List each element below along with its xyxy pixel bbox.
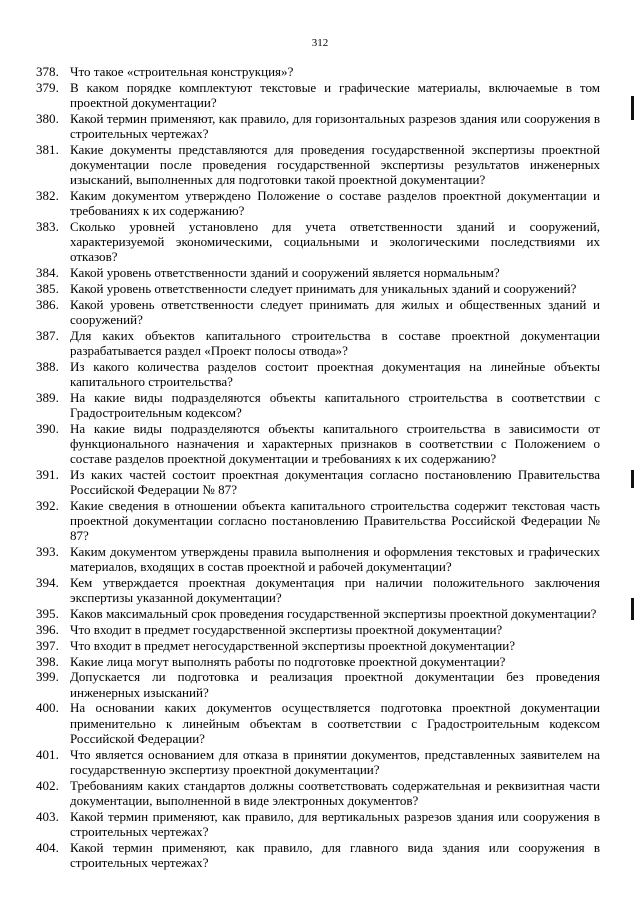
- question-text: Что входит в предмет негосударственной экспертизы проектной документации?: [70, 637, 516, 653]
- question-item: [36, 669, 600, 699]
- question-number: 382.: [36, 188, 59, 203]
- question-number: 390.: [36, 420, 59, 436]
- question-text: Каким документом утверждено Положение о составе разделов проектной документации и требованиях к их содержанию?: [70, 188, 600, 219]
- question-number: 384.: [36, 265, 59, 281]
- question-text: На основании каких документов осуществляется подготовка проектной документации применительно к линейным объектам в соответствии с Градостроительным кодексом Российской Федерации?: [70, 700, 600, 746]
- question-item: [36, 622, 600, 637]
- question-item: [36, 219, 600, 265]
- scan-edge-mark: [631, 470, 634, 488]
- question-number: 399.: [36, 669, 59, 685]
- page-number: 312: [311, 37, 329, 49]
- question-text: Какой термин применяют, как правило, для вертикальных разрезов здания или сооружения в строительных чертежах?: [70, 808, 600, 839]
- question-item: [36, 606, 600, 621]
- question-text: Какой уровень ответственности следует принимать для жилых и общественных зданий и сооружений?: [70, 296, 600, 327]
- question-number: 392.: [36, 498, 59, 513]
- question-item: [36, 142, 600, 188]
- question-number: 393.: [36, 544, 59, 560]
- question-text: Каков максимальный срок проведения государственной экспертизы проектной документации?: [70, 606, 597, 622]
- question-text: Допускается ли подготовка и реализация проектной документации без проведения инженерных изысканий?: [70, 669, 600, 700]
- question-item: [36, 328, 600, 358]
- question-item: [36, 498, 600, 544]
- question-number: 398.: [36, 653, 59, 669]
- question-item: [36, 809, 600, 839]
- question-number: 385.: [36, 281, 59, 296]
- question-number: 402.: [36, 777, 59, 793]
- question-text: Требованиям каких стандартов должны соответствовать содержательная и реквизитная части документации, выполненной в виде электронных документов?: [70, 777, 600, 808]
- question-number: 389.: [36, 389, 59, 405]
- question-item: [36, 840, 600, 870]
- question-text: Какой термин применяют, как правило, для главного вида здания или сооружения в строительных чертежах?: [70, 839, 600, 870]
- question-item: [36, 64, 600, 79]
- question-number: 400.: [36, 700, 59, 716]
- question-number: 403.: [36, 808, 59, 824]
- question-text: Сколько уровней установлено для учета ответственности зданий и сооружений, характеризуемой экономическими, социальными и экологическими последствиями их отказов?: [70, 219, 600, 265]
- scan-edge-mark: [631, 598, 634, 620]
- question-item: [36, 359, 600, 389]
- scan-edge-mark: [631, 96, 634, 120]
- question-item: [36, 778, 600, 808]
- question-text: Какой уровень ответственности зданий и сооружений является нормальным?: [70, 265, 500, 281]
- question-text: Что входит в предмет государственной экспертизы проектной документации?: [70, 622, 503, 637]
- question-text: Какие сведения в отношении объекта капитального строительства содержит текстовая часть проектной документации согласно постановлению Правительства Российской Федерации № 87?: [70, 498, 600, 544]
- question-number: 379.: [36, 79, 59, 95]
- question-item: [36, 281, 600, 296]
- question-item: [36, 297, 600, 327]
- question-text: Какие лица могут выполнять работы по подготовке проектной документации?: [70, 653, 506, 669]
- question-number: 391.: [36, 467, 59, 482]
- question-text: На какие виды подразделяются объекты капитального строительства в зависимости от функционального назначения и характерных признаков в соответствии с Положением о составе разделов проектной документации и требованиях к их содержанию?: [70, 420, 600, 467]
- question-item: [36, 654, 600, 669]
- question-item: [36, 700, 600, 746]
- question-list: [36, 64, 600, 871]
- question-number: 387.: [36, 327, 59, 343]
- question-text: Из какого количества разделов состоит проектная документация на линейные объекты капитального строительства?: [70, 358, 600, 389]
- question-number: 404.: [36, 839, 59, 855]
- question-number: 378.: [36, 64, 59, 79]
- question-text: Какие документы представляются для проведения государственной экспертизы проектной документации после проведения государственной экспертизы результатов инженерных изысканий, выполненных для подготовки такой проектной документации?: [70, 141, 600, 188]
- question-text: В каком порядке комплектуют текстовые и графические материалы, включаемые в том проектной документации?: [70, 79, 600, 110]
- question-text: Из каких частей состоит проектная документация согласно постановлению Правительства Российской Федерации № 87?: [70, 467, 600, 498]
- question-number: 388.: [36, 358, 59, 374]
- question-item: [36, 111, 600, 141]
- question-number: 381.: [36, 141, 59, 157]
- question-number: 397.: [36, 637, 59, 653]
- question-text: На какие виды подразделяются объекты капитального строительства в соответствии с Градостроительным кодексом?: [70, 389, 600, 420]
- question-number: 396.: [36, 622, 59, 637]
- question-text: Для каких объектов капитального строительства в составе проектной документации разрабатывается раздел «Проект полосы отвода»?: [70, 327, 600, 358]
- question-number: 386.: [36, 296, 59, 312]
- question-text: Кем утверждается проектная документация при наличии положительного заключения экспертизы указанной документации?: [70, 575, 600, 606]
- question-number: 395.: [36, 606, 59, 622]
- question-number: 401.: [36, 746, 59, 762]
- question-item: [36, 638, 600, 653]
- question-item: [36, 544, 600, 574]
- question-item: [36, 575, 600, 605]
- question-item: [36, 80, 600, 110]
- question-text: Что такое «строительная конструкция»?: [70, 64, 294, 79]
- question-item: [36, 421, 600, 467]
- question-number: 383.: [36, 219, 59, 234]
- question-text: Какой уровень ответственности следует принимать для уникальных зданий и сооружений?: [70, 281, 577, 296]
- question-item: [36, 390, 600, 420]
- question-item: [36, 265, 600, 280]
- question-text: Какой термин применяют, как правило, для горизонтальных разрезов здания или сооружения в строительных чертежах?: [70, 110, 600, 141]
- question-item: [36, 467, 600, 497]
- question-item: [36, 188, 600, 218]
- question-number: 394.: [36, 575, 59, 591]
- question-text: Каким документом утверждены правила выполнения и оформления текстовых и графических материалов, входящих в состав проектной и рабочей документации?: [70, 544, 600, 575]
- question-number: 380.: [36, 110, 59, 126]
- question-item: [36, 747, 600, 777]
- question-text: Что является основанием для отказа в принятии документов, представленных заявителем на государственную экспертизу проектной документации?: [70, 746, 600, 777]
